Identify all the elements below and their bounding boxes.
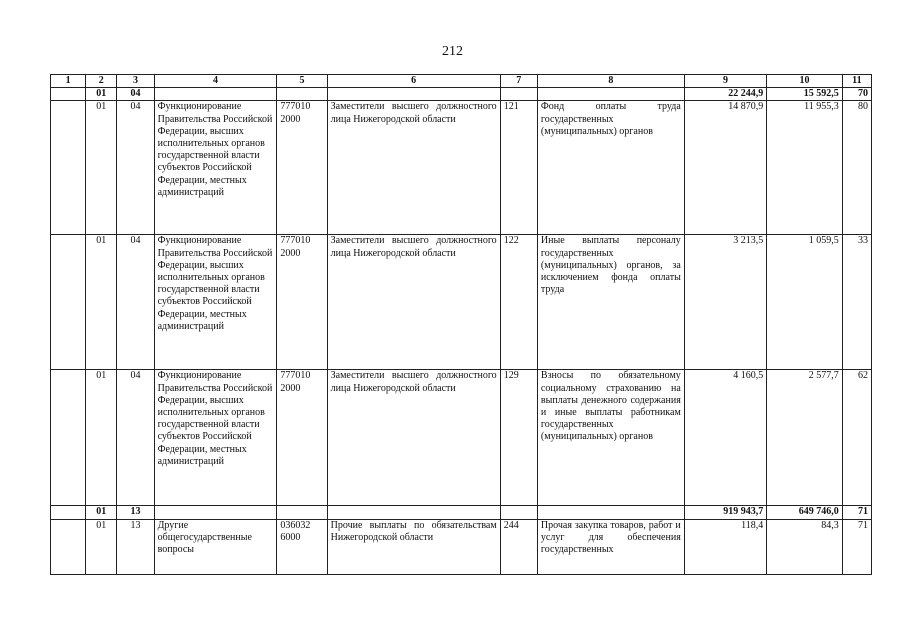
expense-type-code: 121	[500, 101, 537, 235]
execution-percent: 71	[842, 506, 871, 519]
executed-amount: 2 577,7	[767, 370, 842, 506]
planned-amount: 4 160,5	[684, 370, 767, 506]
table-row	[51, 519, 872, 574]
subsection-code: 13	[117, 506, 154, 519]
column-header: 8	[537, 75, 684, 88]
page-number: 212	[442, 44, 463, 59]
execution-percent: 80	[842, 101, 871, 235]
column-header: 3	[117, 75, 154, 88]
subsection-code: 04	[117, 370, 154, 506]
target-article-code: 777010 2000	[277, 101, 327, 235]
function-name: Функционирование Правительства Российской Федерации, высших исполнительных органов государственной власти субъектов Российской Федерации, местных администраций	[154, 235, 277, 370]
column-header: 7	[500, 75, 537, 88]
expense-type-name: Прочая закупка товаров, работ и услуг для обеспечения государственных	[537, 519, 684, 574]
table-row	[51, 235, 872, 370]
target-article-name: Заместители высшего должностного лица Нижегородской области	[327, 101, 500, 235]
column-header-row	[51, 75, 872, 88]
subsection-code: 04	[117, 235, 154, 370]
target-article-name: Прочие выплаты по обязательствам Нижегородской области	[327, 519, 500, 574]
target-article-code: 777010 2000	[277, 370, 327, 506]
column-header: 2	[86, 75, 117, 88]
section-code: 01	[86, 235, 117, 370]
function-name: Функционирование Правительства Российской Федерации, высших исполнительных органов государственной власти субъектов Российской Федерации, местных администраций	[154, 101, 277, 235]
section-code: 01	[86, 370, 117, 506]
execution-percent: 71	[842, 519, 871, 574]
planned-amount: 3 213,5	[684, 235, 767, 370]
subsection-code: 04	[117, 101, 154, 235]
planned-amount: 14 870,9	[684, 101, 767, 235]
expense-type-name: Взносы по обязательному социальному страхованию на выплаты денежного содержания и иные выплаты работникам государственных (муниципальных) органов	[537, 370, 684, 506]
executed-amount: 1 059,5	[767, 235, 842, 370]
expense-type-name: Фонд оплаты труда государственных (муниципальных) органов	[537, 101, 684, 235]
execution-percent: 33	[842, 235, 871, 370]
column-header: 1	[51, 75, 86, 88]
column-header: 6	[327, 75, 500, 88]
column-header: 9	[684, 75, 767, 88]
expense-type-code: 129	[500, 370, 537, 506]
executed-amount: 84,3	[767, 519, 842, 574]
function-name: Функционирование Правительства Российской Федерации, высших исполнительных органов государственной власти субъектов Российской Федерации, местных администраций	[154, 370, 277, 506]
expense-type-code: 244	[500, 519, 537, 574]
expense-type-name: Иные выплаты персоналу государственных (муниципальных) органов, за исключением фонда оплаты труда	[537, 235, 684, 370]
subtotal-row	[51, 88, 872, 101]
column-header: 11	[842, 75, 871, 88]
execution-percent: 70	[842, 88, 871, 101]
section-code: 01	[86, 88, 117, 101]
function-name: Другие общегосударственные вопросы	[154, 519, 277, 574]
planned-amount: 919 943,7	[684, 506, 767, 519]
table-row	[51, 101, 872, 235]
planned-amount: 118,4	[684, 519, 767, 574]
column-header: 5	[277, 75, 327, 88]
target-article-code: 036032 6000	[277, 519, 327, 574]
section-code: 01	[86, 519, 117, 574]
column-header: 10	[767, 75, 842, 88]
section-code: 01	[86, 506, 117, 519]
column-header: 4	[154, 75, 277, 88]
subsection-code: 13	[117, 519, 154, 574]
budget-table	[50, 74, 872, 575]
target-article-name: Заместители высшего должностного лица Нижегородской области	[327, 370, 500, 506]
table-row	[51, 370, 872, 506]
subsection-code: 04	[117, 88, 154, 101]
section-code: 01	[86, 101, 117, 235]
executed-amount: 649 746,0	[767, 506, 842, 519]
expense-type-code: 122	[500, 235, 537, 370]
planned-amount: 22 244,9	[684, 88, 767, 101]
executed-amount: 15 592,5	[767, 88, 842, 101]
executed-amount: 11 955,3	[767, 101, 842, 235]
subtotal-row	[51, 506, 872, 519]
execution-percent: 62	[842, 370, 871, 506]
target-article-name: Заместители высшего должностного лица Нижегородской области	[327, 235, 500, 370]
target-article-code: 777010 2000	[277, 235, 327, 370]
